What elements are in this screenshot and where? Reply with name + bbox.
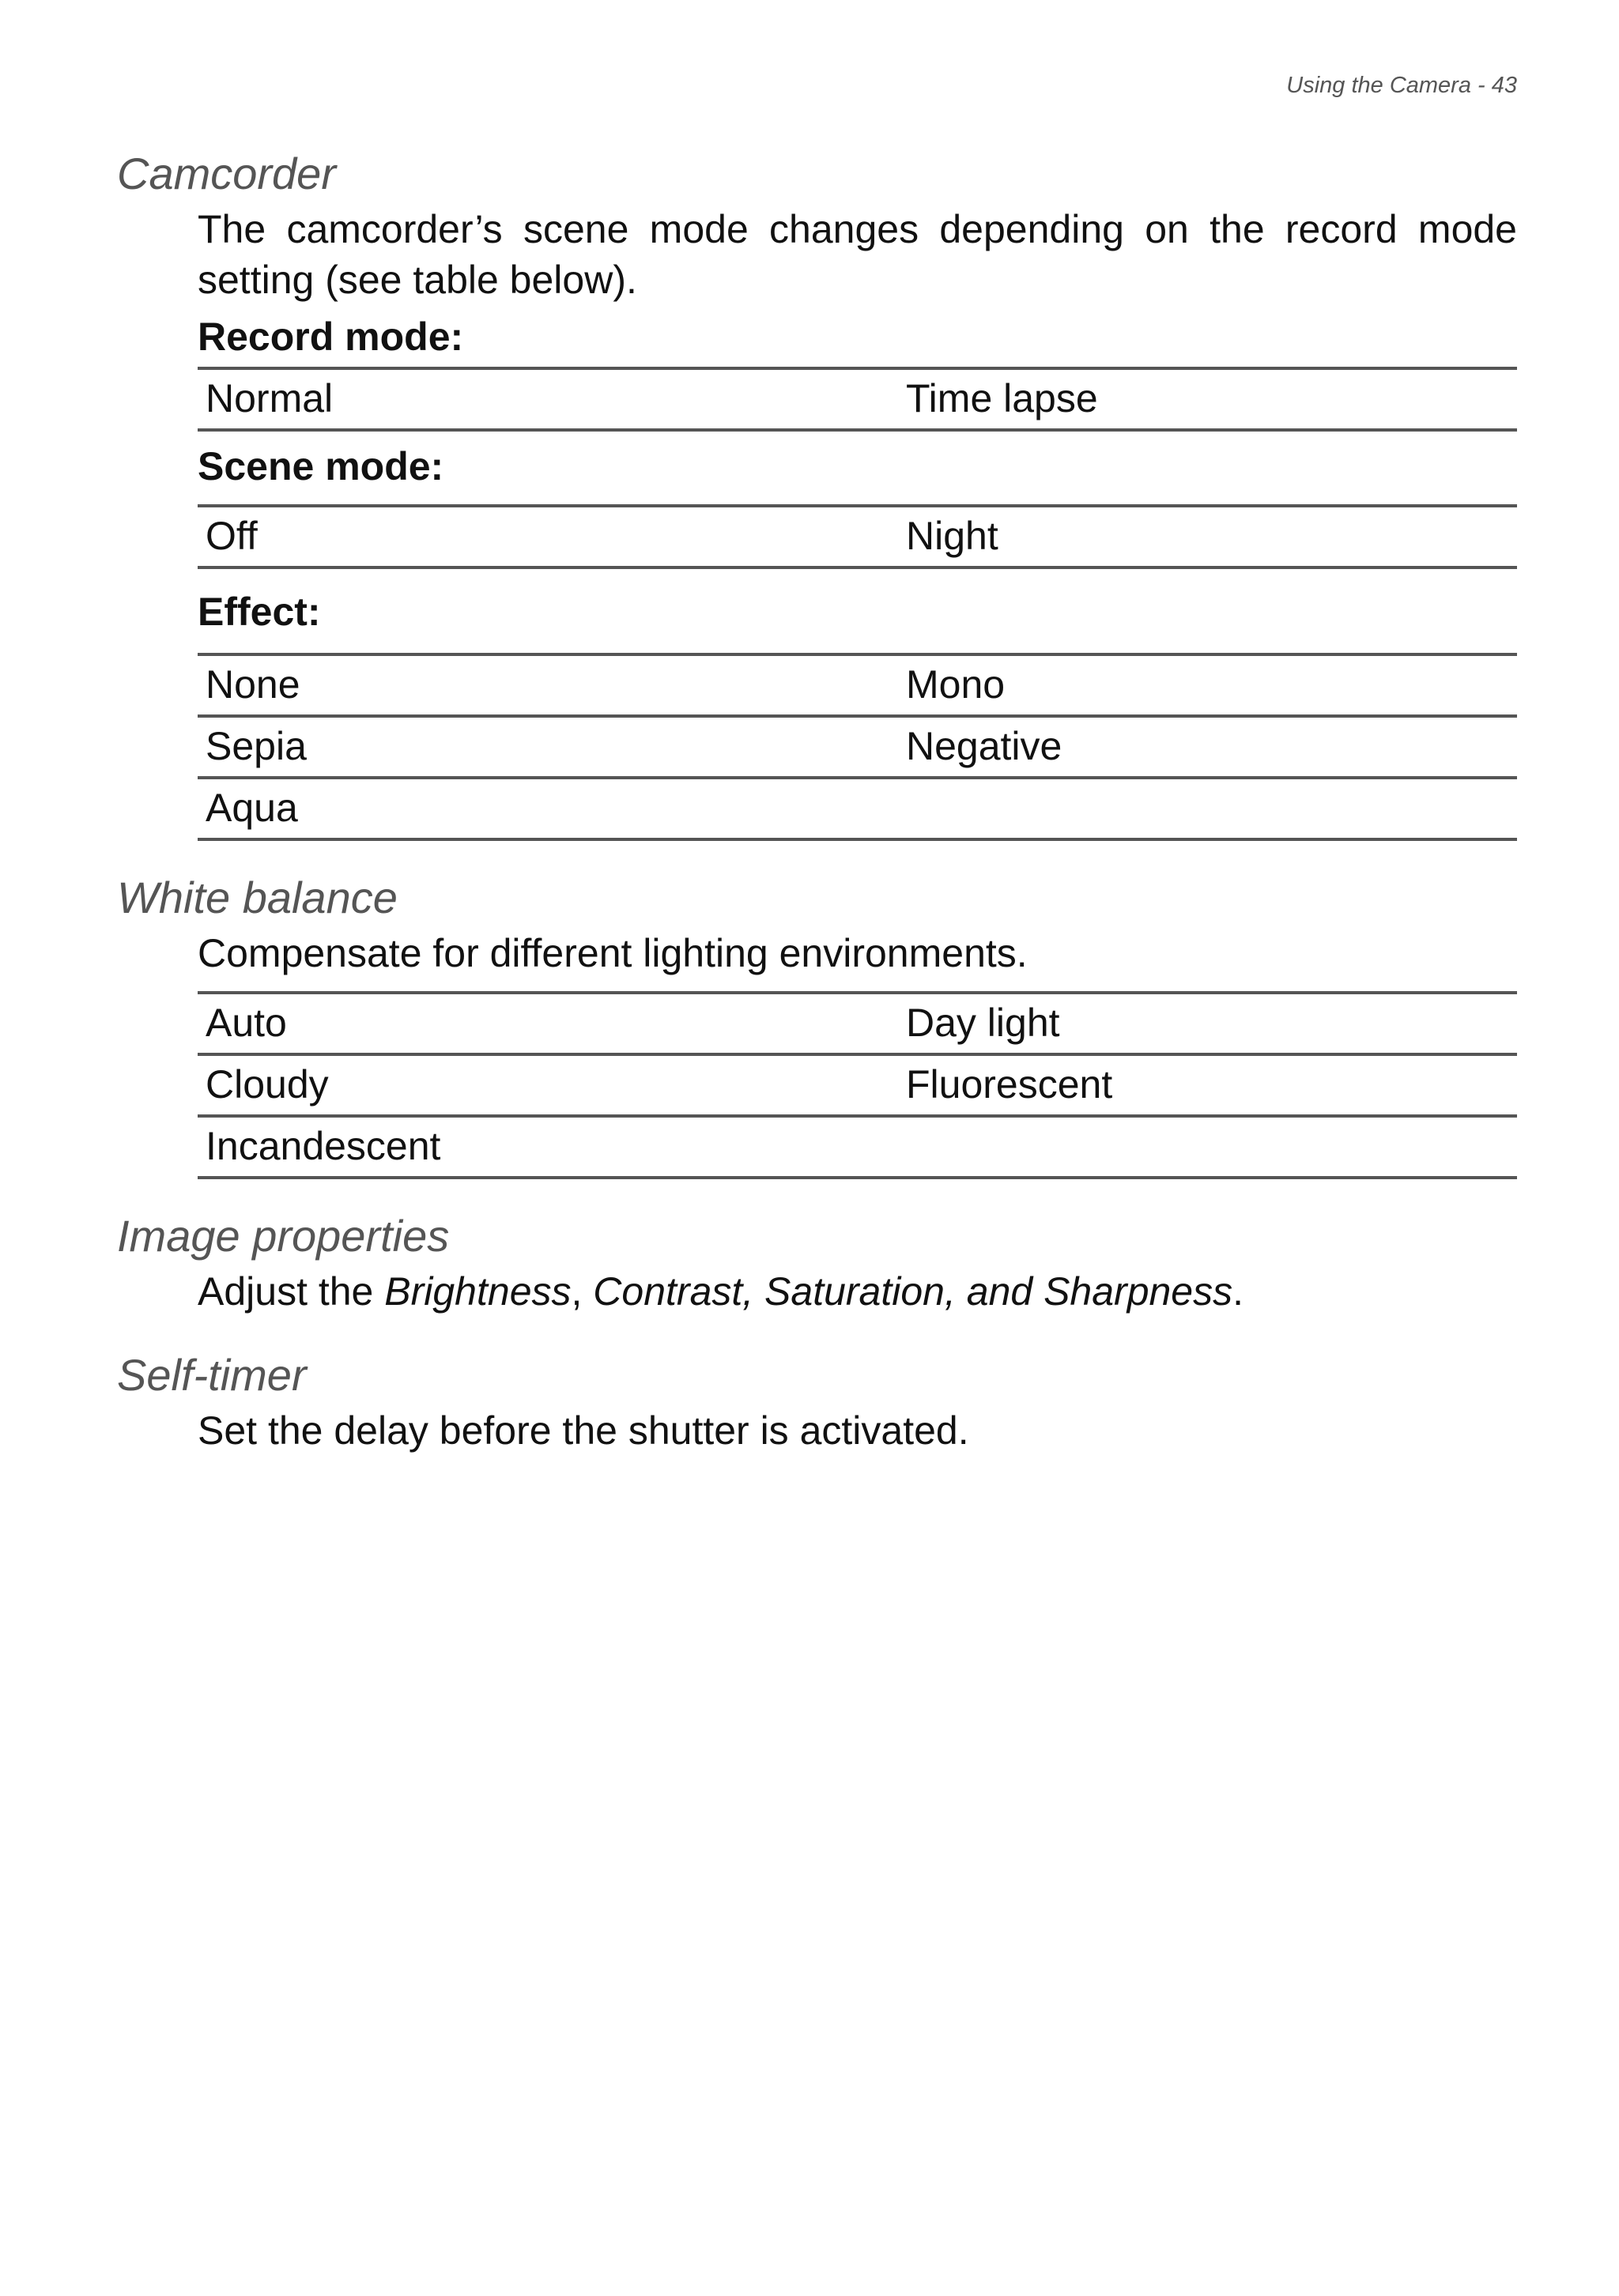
page-content <box>117 149 1517 1456</box>
table-cell: Cloudy <box>198 1054 898 1116</box>
record-mode-table <box>198 367 1517 432</box>
table-cell: Time lapse <box>898 368 1517 430</box>
effect-table <box>198 653 1517 841</box>
camcorder-intro: The camcorder’s scene mode changes depending on the record mode setting (see table below). <box>198 207 1517 302</box>
self-timer-heading: Self-timer <box>117 1350 307 1400</box>
comma: , <box>571 1269 583 1314</box>
white-balance-heading: White balance <box>117 873 398 922</box>
period: . <box>1232 1269 1244 1314</box>
brightness-term: Brightness <box>384 1269 572 1314</box>
table-cell: Sepia <box>198 716 898 778</box>
table-cell: Day light <box>898 993 1517 1054</box>
camcorder-section <box>198 204 1517 841</box>
table-cell: Mono <box>898 654 1517 716</box>
table-row <box>198 1054 1517 1116</box>
white-balance-intro: Compensate for different lighting environments. <box>198 931 1028 975</box>
image-properties-heading: Image properties <box>117 1211 450 1261</box>
camcorder-heading: Camcorder <box>117 149 336 198</box>
table-row <box>198 778 1517 839</box>
page-header: Using the Camera - 43 <box>1286 73 1517 98</box>
table-cell: Night <box>898 506 1517 567</box>
record-mode-label: Record mode: <box>198 315 464 359</box>
table-row <box>198 654 1517 716</box>
image-properties-section <box>198 1266 1517 1317</box>
table-cell: None <box>198 654 898 716</box>
table-row <box>198 993 1517 1054</box>
image-properties-text-start: Adjust the <box>198 1269 385 1314</box>
image-properties-text <box>198 1266 1517 1317</box>
scene-mode-table <box>198 504 1517 569</box>
other-properties-terms: Contrast, Saturation, and Sharpness <box>582 1269 1233 1314</box>
self-timer-section <box>198 1405 1517 1456</box>
white-balance-table <box>198 991 1517 1179</box>
effect-label: Effect: <box>198 590 321 634</box>
self-timer-text: Set the delay before the shutter is activated. <box>198 1408 969 1453</box>
table-cell: Negative <box>898 716 1517 778</box>
scene-mode-label: Scene mode: <box>198 444 444 488</box>
table-cell: Aqua <box>198 778 898 839</box>
table-row <box>198 1116 1517 1178</box>
table-cell: Auto <box>198 993 898 1054</box>
table-cell: Incandescent <box>198 1116 898 1178</box>
table-cell: Fluorescent <box>898 1054 1517 1116</box>
table-cell: Off <box>198 506 898 567</box>
table-row <box>198 716 1517 778</box>
white-balance-section <box>198 928 1517 1179</box>
table-cell: Normal <box>198 368 898 430</box>
table-row <box>198 368 1517 430</box>
table-row <box>198 506 1517 567</box>
table-cell <box>898 1116 1517 1178</box>
table-cell <box>898 778 1517 839</box>
